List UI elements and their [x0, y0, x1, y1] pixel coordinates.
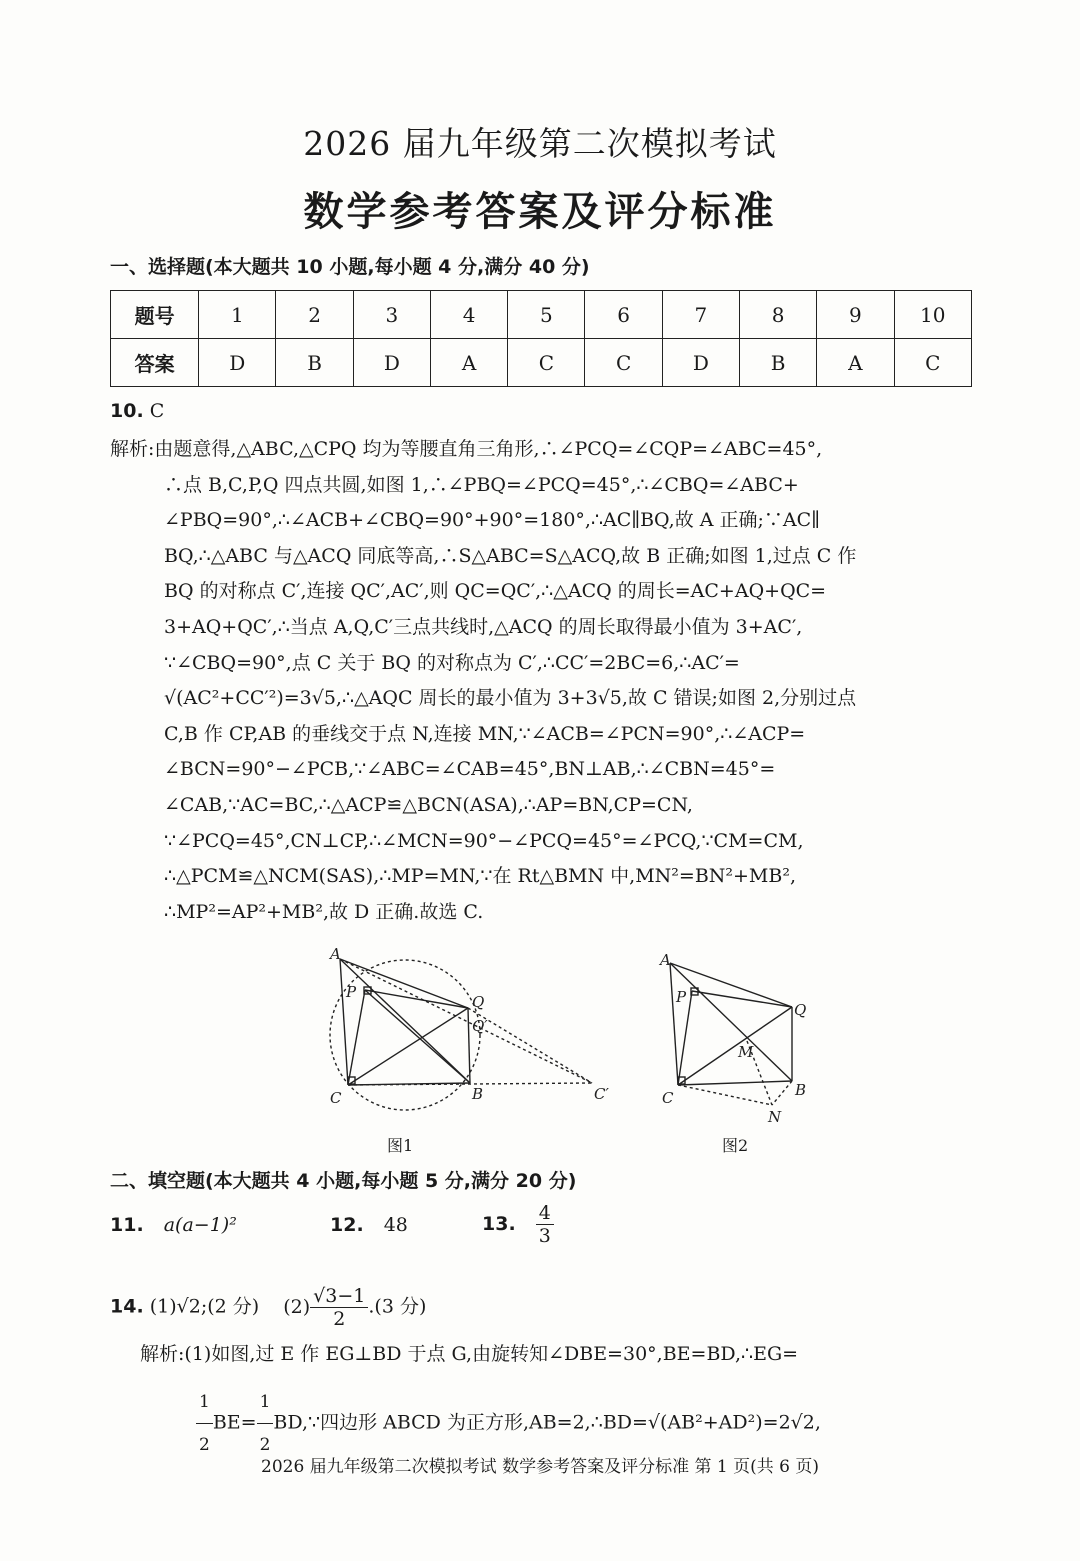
row-head-answer: 答案 — [111, 339, 199, 387]
q11-answer — [110, 1214, 237, 1236]
q12-answer — [330, 1214, 408, 1236]
segment-AC — [670, 963, 678, 1085]
explanation-line: ∴点 B,C,P,Q 四点共圆,如图 1,∴∠PBQ=∠PCQ=45°,∴∠CBQ=∠ABC+ — [164, 473, 799, 496]
answer-cell: C — [585, 339, 662, 387]
half-denominator: 2 — [199, 1435, 210, 1455]
question-number: 10 — [894, 291, 971, 339]
segment-CP — [348, 990, 365, 1085]
figure-2 — [650, 945, 820, 1125]
q10-explanation — [110, 432, 975, 930]
point-label: A — [660, 951, 671, 969]
point-label: M — [738, 1043, 754, 1061]
explanation-fragment: BE= — [212, 1411, 257, 1434]
explanation-line: 解析:(1)如图,过 E 作 EG⊥BD 于点 G,由旋转知∠DBE=30°,BE=BD,∴EG= — [140, 1343, 799, 1365]
q14-explanation — [140, 1333, 980, 1455]
explanation-line: ∠PBQ=90°,∴∠ACB+∠CBQ=90°+90°=180°,∴AC∥BQ,故 A 正确;∵AC∥ — [164, 509, 820, 532]
answer-cell: C — [508, 339, 585, 387]
point-label: C — [662, 1089, 674, 1107]
explanation-line: ∴△PCM≌△NCM(SAS),∴MP=MN,∵在 Rt△BMN 中,MN²=BN²+MB², — [164, 865, 797, 888]
q14-part2-numerator: √3−1 — [310, 1285, 368, 1308]
segment-AC-prime — [340, 959, 592, 1083]
half-numerator: 1 — [196, 1381, 213, 1424]
table-row — [111, 291, 972, 339]
question-number: 3 — [353, 291, 430, 339]
explanation-fragment: BD,∵四边形 ABCD 为正方形,AB=2,∴BD=√(AB²+AD²)=2√2, — [273, 1411, 821, 1434]
explanation-line: 3+AQ+QC′,∴当点 A,Q,C′三点共线时,△ACQ 的周长取得最小值为 3+AC′, — [164, 615, 803, 638]
q14-answer — [110, 1285, 426, 1330]
q14-part2-suffix: .(3 分) — [368, 1295, 427, 1318]
q13-answer — [482, 1202, 554, 1247]
explanation-line: ∴MP²=AP²+MB²,故 D 正确.故选 C. — [164, 900, 484, 923]
question-number: 5 — [508, 291, 585, 339]
q10-answer — [110, 400, 164, 422]
q13-fraction — [536, 1202, 554, 1247]
q11-label: 11. — [110, 1214, 144, 1236]
segment-CC-prime — [348, 1083, 592, 1085]
explanation-line: 解析:由题意得,△ABC,△CPQ 均为等腰直角三角形,∴∠PCQ=∠CQP=∠ABC=45°, — [110, 438, 823, 460]
table-row — [111, 339, 972, 387]
answer-table — [110, 290, 972, 387]
q14-part2-prefix: (2) — [283, 1295, 311, 1318]
point-label: C — [330, 1089, 342, 1107]
half-numerator: 1 — [257, 1381, 274, 1424]
answer-cell: B — [740, 339, 817, 387]
section1-heading: 一、选择题(本大题共 10 小题,每小题 4 分,满分 40 分) — [110, 256, 590, 278]
q14-label: 14. — [110, 1295, 144, 1318]
question-number: 4 — [430, 291, 507, 339]
explanation-line — [140, 1381, 980, 1455]
segment-AB — [670, 963, 792, 1081]
segment-AC — [340, 959, 348, 1085]
q11-value: a(a−1)² — [163, 1214, 237, 1236]
half-denominator: 2 — [259, 1435, 271, 1455]
point-label: A — [330, 945, 341, 963]
answer-cell: B — [276, 339, 353, 387]
point-label: Q′ — [472, 1017, 488, 1035]
explanation-line: BQ,∴△ABC 与△ACQ 同底等高,∴S△ABC=S△ACQ,故 B 正确;如图 1,过点 C 作 — [164, 544, 857, 567]
explanation-line: ∠BCN=90°−∠PCB,∵∠ABC=∠CAB=45°,BN⊥AB,∴∠CBN=45°= — [164, 758, 776, 781]
answer-cell: D — [662, 339, 739, 387]
segment-QB — [468, 1008, 470, 1083]
segment-CQ — [678, 1007, 792, 1085]
explanation-line: C,B 作 CP,AB 的垂线交于点 N,连接 MN,∵∠ACB=∠PCN=90°,∴∠ACP= — [164, 722, 806, 745]
question-number: 6 — [585, 291, 662, 339]
page-footer: 2026 届九年级第二次模拟考试 数学参考答案及评分标准 第 1 页(共 6 页) — [261, 1457, 819, 1477]
answer-cell: A — [430, 339, 507, 387]
question-number: 2 — [276, 291, 353, 339]
answer-cell: A — [817, 339, 894, 387]
segment-PQ — [365, 990, 468, 1008]
segment-PB — [365, 990, 470, 1083]
explanation-line: ∵∠PCQ=45°,CN⊥CP,∴∠MCN=90°−∠PCQ=45°=∠PCQ,∵CM=CM, — [164, 829, 804, 852]
question-number: 1 — [199, 291, 276, 339]
point-label: B — [472, 1085, 484, 1103]
q10-choice: C — [149, 400, 165, 422]
figure-1 — [320, 945, 630, 1115]
point-label: N — [768, 1108, 782, 1125]
question-number: 8 — [740, 291, 817, 339]
exam-title: 2026 届九年级第二次模拟考试 — [303, 124, 777, 163]
answer-key-title: 数学参考答案及评分标准 — [303, 189, 777, 235]
q12-label: 12. — [330, 1214, 364, 1236]
segment-CQ — [348, 1008, 468, 1085]
q12-value: 48 — [383, 1214, 408, 1236]
explanation-line: ∵∠CBQ=90°,点 C 关于 BQ 的对称点为 C′,∴CC′=2BC=6,∴AC′= — [164, 651, 740, 674]
question-number: 9 — [817, 291, 894, 339]
point-label: Q — [472, 993, 485, 1011]
explanation-line: BQ 的对称点 C′,连接 QC′,AC′,则 QC=QC′,∴△ACQ 的周长=AC+AQ+QC= — [164, 580, 827, 603]
q14-part2-fraction — [310, 1285, 368, 1330]
q14-part1: (1)√2;(2 分) — [149, 1295, 260, 1318]
q13-numerator: 4 — [536, 1202, 554, 1225]
row-head-number: 题号 — [111, 291, 199, 339]
segment-CB — [678, 1081, 792, 1085]
point-label: B — [795, 1081, 807, 1099]
q14-part2-denominator: 2 — [333, 1308, 346, 1330]
segment-AQ — [670, 963, 792, 1007]
point-label: P — [346, 983, 357, 1001]
figure-1-caption: 图1 — [387, 1136, 414, 1155]
point-label: Q — [794, 1001, 807, 1019]
segment-CN — [678, 1085, 772, 1105]
section2-heading: 二、填空题(本大题共 4 小题,每小题 5 分,满分 20 分) — [110, 1170, 577, 1192]
answer-cell: D — [199, 339, 276, 387]
figure-2-caption: 图2 — [722, 1136, 749, 1155]
answer-cell: C — [894, 339, 971, 387]
question-number: 7 — [662, 291, 739, 339]
q10-label: 10. — [110, 400, 144, 422]
explanation-line: ∠CAB,∵AC=BC,∴△ACP≌△BCN(ASA),∴AP=BN,CP=CN, — [164, 793, 693, 816]
point-label: P — [676, 988, 687, 1006]
segment-AQ — [340, 959, 468, 1008]
q13-denominator: 3 — [538, 1225, 551, 1247]
point-label: C′ — [594, 1085, 609, 1103]
answer-cell: D — [353, 339, 430, 387]
q13-label: 13. — [482, 1212, 516, 1235]
explanation-line: √(AC²+CC′²)=3√5,∴△AQC 周长的最小值为 3+3√5,故 C 错误;如图 2,分别过点 — [164, 687, 857, 710]
segment-BN — [772, 1081, 792, 1105]
